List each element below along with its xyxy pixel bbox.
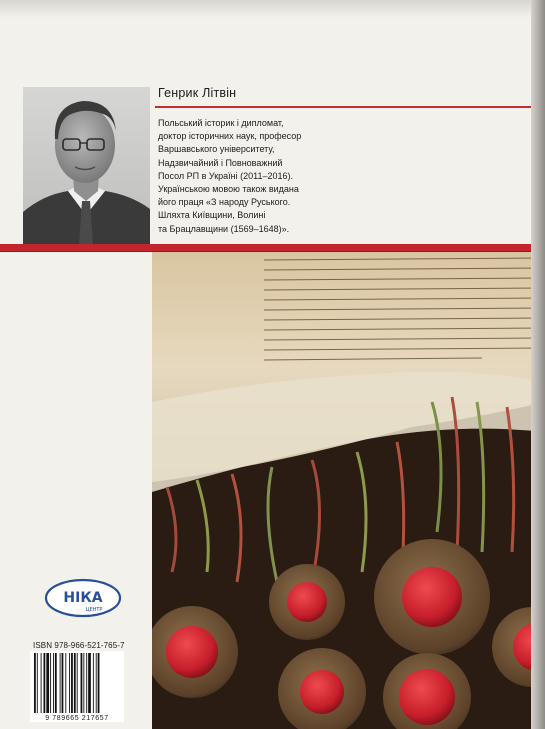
bio-line: Надзвичайний і Повноважний <box>158 157 283 168</box>
barcode-bar <box>53 653 54 713</box>
book-spine-edge <box>531 0 545 729</box>
bio-line: Посол РП в Україні (2011–2016). <box>158 170 293 181</box>
barcode-bar <box>71 653 73 713</box>
logo-subtext: ЦЕНТР <box>85 607 103 613</box>
barcode-bar <box>41 653 42 713</box>
barcode-bar <box>37 653 38 713</box>
logo-mark <box>44 578 122 618</box>
red-band <box>0 244 545 251</box>
author-name: Генрик Літвін <box>158 86 237 100</box>
barcode-bar <box>55 653 57 713</box>
barcode-bar <box>83 653 84 713</box>
bio-line: Українською мовою також видана <box>158 184 299 195</box>
author-bio <box>158 117 348 236</box>
barcode-bar <box>34 653 36 713</box>
name-divider <box>155 106 531 108</box>
barcode-bar <box>50 653 51 713</box>
publisher-logo <box>44 578 122 618</box>
barcode-bar <box>60 653 61 713</box>
portrait-image <box>23 87 150 245</box>
barcode-bars <box>30 651 124 715</box>
barcode-bar <box>88 653 91 713</box>
bio-line: Варшавського університету, <box>158 144 275 155</box>
barcode-bar <box>96 653 97 713</box>
author-portrait <box>23 87 150 245</box>
bio-line: та Брацлавщини (1569–1648)». <box>158 223 290 234</box>
bio-line: доктор історичних наук, професор <box>158 131 302 142</box>
bio-line: Шляхта Київщини, Волині <box>158 210 266 221</box>
barcode-bar <box>86 653 87 713</box>
barcode-bar <box>81 653 83 713</box>
barcode-bar <box>93 653 94 713</box>
seals-illustration <box>152 252 545 729</box>
top-edge-shadow <box>0 0 545 18</box>
bio-line: Польський історик і дипломат, <box>158 118 284 128</box>
barcode-bar <box>77 653 78 713</box>
bio-line: його праця «З народу Руського. <box>158 197 291 208</box>
barcode-bar <box>44 653 46 713</box>
barcode-bar <box>62 653 64 713</box>
barcode-bar <box>74 653 76 713</box>
barcode-bar <box>69 653 70 713</box>
barcode-bar <box>98 653 100 713</box>
document-seals-photo <box>152 252 545 729</box>
logo-text: НІКА <box>63 590 103 606</box>
barcode-bar <box>46 653 49 713</box>
barcode-bar <box>65 653 66 713</box>
barcode-digits: 9 789665 217657 <box>30 715 124 722</box>
barcode <box>30 651 124 717</box>
isbn-label: ISBN 978-966-521-765-7 <box>33 641 125 650</box>
